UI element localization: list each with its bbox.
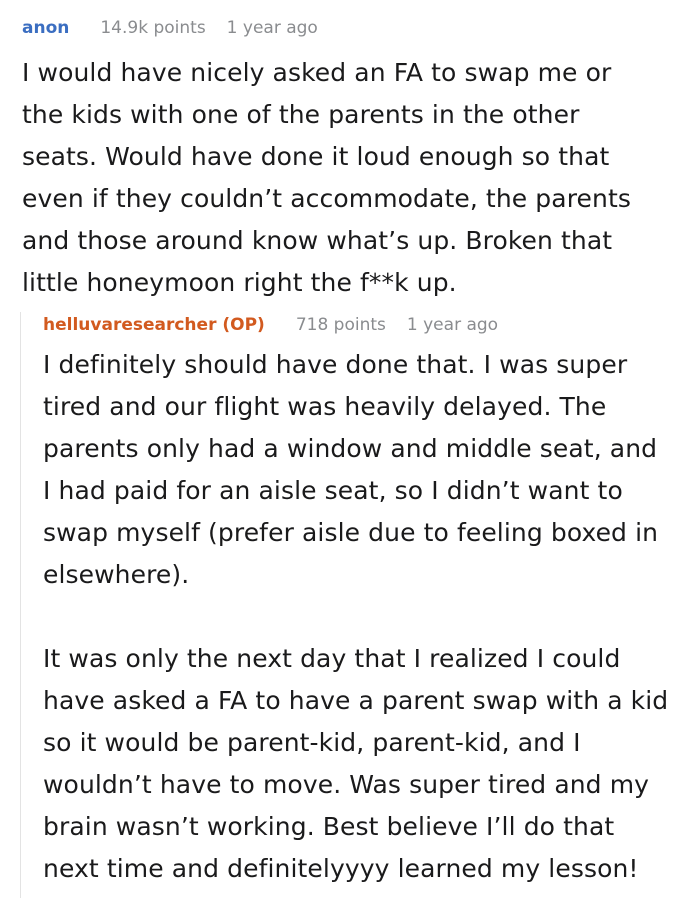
comment-timestamp[interactable]: 1 year ago (406, 315, 499, 335)
comment-points: 14.9k points (100, 18, 206, 38)
comment-timestamp[interactable]: 1 year ago (226, 18, 318, 38)
comment-paragraph: I would have nicely asked an FA to swap me or the kids with one of the parents in the other seats. Would have done it loud enough so that even if they couldn’t accommodate, the parents and those around know what’s up. Broken that little honeymoon right the f**k up. (22, 58, 631, 297)
comment-author[interactable]: anon (22, 18, 70, 38)
comment-body (22, 52, 692, 304)
thread-line[interactable] (20, 312, 21, 898)
comment-points: 718 points (295, 315, 386, 335)
comment-paragraph: It was only the next day that I realized I could have asked a FA to have a parent swap with a kid so it would be parent-kid, parent-kid, and I wouldn’t have to move. Was super tired and my brain wasn’t working. Best believe I’ll do that next time and definitelyyyy learned my lesson! (43, 644, 669, 883)
comment-meta (22, 18, 318, 38)
comment-meta (43, 315, 498, 335)
comment-body (43, 344, 695, 890)
comment-paragraph: I definitely should have done that. I was super tired and our flight was heavily delayed. The parents only had a window and middle seat, and I had paid for an aisle seat, so I didn’t want to swap myself (prefer aisle due to feeling boxed in elsewhere). (43, 350, 659, 589)
comment-author[interactable]: helluvaresearcher (OP) (43, 315, 265, 335)
